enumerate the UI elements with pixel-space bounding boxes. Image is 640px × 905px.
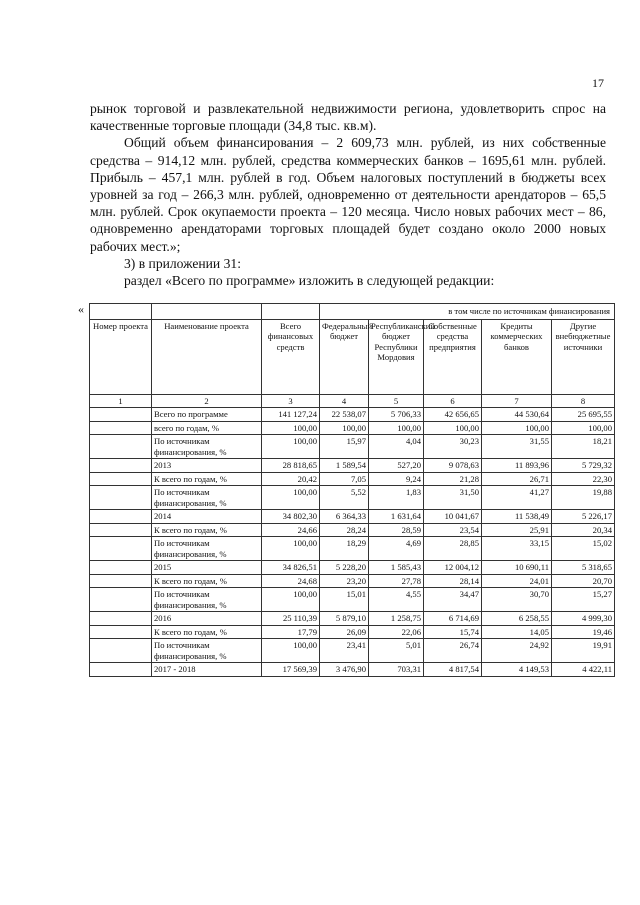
value-cell: 5 226,17 (552, 510, 615, 524)
value-cell: 34,47 (424, 588, 482, 612)
value-cell: 6 714,69 (424, 612, 482, 626)
value-cell: 20,34 (552, 523, 615, 537)
value-cell: 4,55 (369, 588, 424, 612)
value-cell: 4 817,54 (424, 663, 482, 677)
column-header: Кредиты коммерческих банков (482, 319, 552, 394)
value-cell: 100,00 (369, 421, 424, 435)
value-cell: 19,91 (552, 639, 615, 663)
value-cell: 15,74 (424, 625, 482, 639)
value-cell: 5,52 (320, 486, 369, 510)
value-cell: 6 364,33 (320, 510, 369, 524)
value-cell: 1 589,54 (320, 459, 369, 473)
value-cell: 24,01 (482, 574, 552, 588)
value-cell: 34 802,30 (262, 510, 320, 524)
value-cell: 10 041,67 (424, 510, 482, 524)
table-row (90, 421, 615, 435)
project-number-cell (90, 612, 152, 626)
value-cell: 20,70 (552, 574, 615, 588)
value-cell: 527,20 (369, 459, 424, 473)
project-number-cell (90, 588, 152, 612)
value-cell: 26,09 (320, 625, 369, 639)
value-cell: 15,02 (552, 537, 615, 561)
value-cell: 18,29 (320, 537, 369, 561)
row-label: По источникам финансирования, % (152, 486, 262, 510)
open-quote: « (78, 302, 84, 316)
row-label: 2015 (152, 561, 262, 575)
project-number-cell (90, 523, 152, 537)
value-cell: 4 149,53 (482, 663, 552, 677)
value-cell: 41,27 (482, 486, 552, 510)
value-cell: 28 818,65 (262, 459, 320, 473)
table-row (90, 523, 615, 537)
value-cell: 100,00 (262, 639, 320, 663)
value-cell: 10 690,11 (482, 561, 552, 575)
value-cell: 26,71 (482, 472, 552, 486)
row-label: По источникам финансирования, % (152, 639, 262, 663)
value-cell: 100,00 (320, 421, 369, 435)
funding-sources-header: в том числе по источникам финансирования (320, 304, 615, 320)
value-cell: 25 110,39 (262, 612, 320, 626)
column-number: 3 (262, 394, 320, 408)
row-label: 2013 (152, 459, 262, 473)
value-cell: 28,24 (320, 523, 369, 537)
value-cell: 15,01 (320, 588, 369, 612)
project-number-cell (90, 639, 152, 663)
value-cell: 31,50 (424, 486, 482, 510)
table-row (90, 459, 615, 473)
value-cell: 15,97 (320, 435, 369, 459)
value-cell: 4 422,11 (552, 663, 615, 677)
row-label: К всего по годам, % (152, 625, 262, 639)
value-cell: 28,59 (369, 523, 424, 537)
table-row (90, 486, 615, 510)
value-cell: 4,69 (369, 537, 424, 561)
table-row (90, 639, 615, 663)
value-cell: 21,28 (424, 472, 482, 486)
value-cell: 23,20 (320, 574, 369, 588)
paragraph-3: 3) в приложении 31: (124, 255, 241, 271)
value-cell: 1 585,43 (369, 561, 424, 575)
value-cell: 30,23 (424, 435, 482, 459)
value-cell: 9 078,63 (424, 459, 482, 473)
value-cell: 100,00 (262, 588, 320, 612)
row-label: К всего по годам, % (152, 472, 262, 486)
table-row (90, 510, 615, 524)
row-label: 2014 (152, 510, 262, 524)
value-cell: 100,00 (262, 435, 320, 459)
table-row (90, 561, 615, 575)
value-cell: 17,79 (262, 625, 320, 639)
value-cell: 42 656,65 (424, 408, 482, 422)
value-cell: 44 530,64 (482, 408, 552, 422)
value-cell: 1 258,75 (369, 612, 424, 626)
table-row (90, 537, 615, 561)
column-header: Всего финансовых средств (262, 319, 320, 394)
table-row (90, 574, 615, 588)
column-header: Номер проекта (90, 319, 152, 394)
value-cell: 26,74 (424, 639, 482, 663)
project-number-cell (90, 459, 152, 473)
program-funding-table (89, 303, 615, 677)
body-text (90, 100, 606, 289)
value-cell: 100,00 (262, 421, 320, 435)
row-label: По источникам финансирования, % (152, 435, 262, 459)
value-cell: 19,88 (552, 486, 615, 510)
paragraph-1: рынок торговой и развлекательной недвижимости региона, удовлетворить спрос на качественные торговые площади (34,8 тыс. кв.м). (90, 101, 606, 134)
paragraph-4: раздел «Всего по программе» изложить в следующей редакции: (124, 273, 495, 289)
header-empty-left (90, 304, 152, 320)
value-cell: 100,00 (482, 421, 552, 435)
value-cell: 12 004,12 (424, 561, 482, 575)
value-cell: 703,31 (369, 663, 424, 677)
value-cell: 5 879,10 (320, 612, 369, 626)
table-row (90, 435, 615, 459)
row-label: Всего по программе (152, 408, 262, 422)
value-cell: 33,15 (482, 537, 552, 561)
row-label: 2016 (152, 612, 262, 626)
value-cell: 1 631,64 (369, 510, 424, 524)
value-cell: 31,55 (482, 435, 552, 459)
row-label: всего по годам, % (152, 421, 262, 435)
value-cell: 22 538,07 (320, 408, 369, 422)
column-header: Федеральный бюджет (320, 319, 369, 394)
value-cell: 100,00 (552, 421, 615, 435)
column-header: Наименование проекта (152, 319, 262, 394)
value-cell: 3 476,90 (320, 663, 369, 677)
page-number: 17 (592, 76, 604, 90)
header-empty-left-2 (152, 304, 262, 320)
value-cell: 100,00 (262, 537, 320, 561)
paragraph-2: Общий объем финансирования – 2 609,73 млн. рублей, из них собственные средства – 914,12 млн. рублей, средства коммерческих банков – 1695,61 млн. рублей. Прибыль – 457,1 млн. рублей в год. Объем налоговых поступлений в бюджеты всех уровней за год – 266,3 млн. рублей, одновременно от деятельности арендаторов – 65,5 млн. рублей. Срок окупаемости проекта – 120 месяца. Число новых рабочих мест – 86, одновременно арендаторами торговых площадей будет создано около 2000 новых рабочих мест.»; (90, 135, 606, 254)
table-row (90, 625, 615, 639)
value-cell: 23,41 (320, 639, 369, 663)
value-cell: 24,68 (262, 574, 320, 588)
column-header: Другие внебюджетные источники (552, 319, 615, 394)
value-cell: 28,14 (424, 574, 482, 588)
project-number-cell (90, 510, 152, 524)
table-row (90, 408, 615, 422)
project-number-cell (90, 625, 152, 639)
value-cell: 9,24 (369, 472, 424, 486)
value-cell: 22,30 (552, 472, 615, 486)
column-number: 5 (369, 394, 424, 408)
value-cell: 17 569,39 (262, 663, 320, 677)
value-cell: 4 999,30 (552, 612, 615, 626)
project-number-cell (90, 561, 152, 575)
table-row (90, 472, 615, 486)
row-label: По источникам финансирования, % (152, 537, 262, 561)
value-cell: 6 258,55 (482, 612, 552, 626)
header-empty-left-3 (262, 304, 320, 320)
value-cell: 11 538,49 (482, 510, 552, 524)
value-cell: 19,46 (552, 625, 615, 639)
value-cell: 24,66 (262, 523, 320, 537)
column-number: 4 (320, 394, 369, 408)
project-number-cell (90, 421, 152, 435)
value-cell: 5 706,33 (369, 408, 424, 422)
value-cell: 28,85 (424, 537, 482, 561)
value-cell: 5 228,20 (320, 561, 369, 575)
project-number-cell (90, 663, 152, 677)
project-number-cell (90, 472, 152, 486)
value-cell: 27,78 (369, 574, 424, 588)
value-cell: 23,54 (424, 523, 482, 537)
value-cell: 34 826,51 (262, 561, 320, 575)
value-cell: 100,00 (424, 421, 482, 435)
project-number-cell (90, 435, 152, 459)
column-header: Республиканский бюджет Республики Мордовия (369, 319, 424, 394)
column-number: 7 (482, 394, 552, 408)
column-header: Собственные средства предприятия (424, 319, 482, 394)
value-cell: 15,27 (552, 588, 615, 612)
value-cell: 7,05 (320, 472, 369, 486)
value-cell: 5,01 (369, 639, 424, 663)
project-number-cell (90, 408, 152, 422)
value-cell: 30,70 (482, 588, 552, 612)
value-cell: 100,00 (262, 486, 320, 510)
value-cell: 22,06 (369, 625, 424, 639)
value-cell: 25 695,55 (552, 408, 615, 422)
row-label: 2017 - 2018 (152, 663, 262, 677)
column-number: 6 (424, 394, 482, 408)
project-number-cell (90, 574, 152, 588)
value-cell: 4,04 (369, 435, 424, 459)
project-number-cell (90, 486, 152, 510)
value-cell: 14,05 (482, 625, 552, 639)
table-row (90, 663, 615, 677)
table-row (90, 612, 615, 626)
table-row (90, 588, 615, 612)
column-number: 8 (552, 394, 615, 408)
value-cell: 18,21 (552, 435, 615, 459)
value-cell: 25,91 (482, 523, 552, 537)
column-number: 1 (90, 394, 152, 408)
value-cell: 20,42 (262, 472, 320, 486)
value-cell: 1,83 (369, 486, 424, 510)
value-cell: 24,92 (482, 639, 552, 663)
row-label: К всего по годам, % (152, 574, 262, 588)
project-number-cell (90, 537, 152, 561)
value-cell: 5 318,65 (552, 561, 615, 575)
value-cell: 11 893,96 (482, 459, 552, 473)
column-number: 2 (152, 394, 262, 408)
value-cell: 141 127,24 (262, 408, 320, 422)
row-label: По источникам финансирования, % (152, 588, 262, 612)
row-label: К всего по годам, % (152, 523, 262, 537)
value-cell: 5 729,32 (552, 459, 615, 473)
